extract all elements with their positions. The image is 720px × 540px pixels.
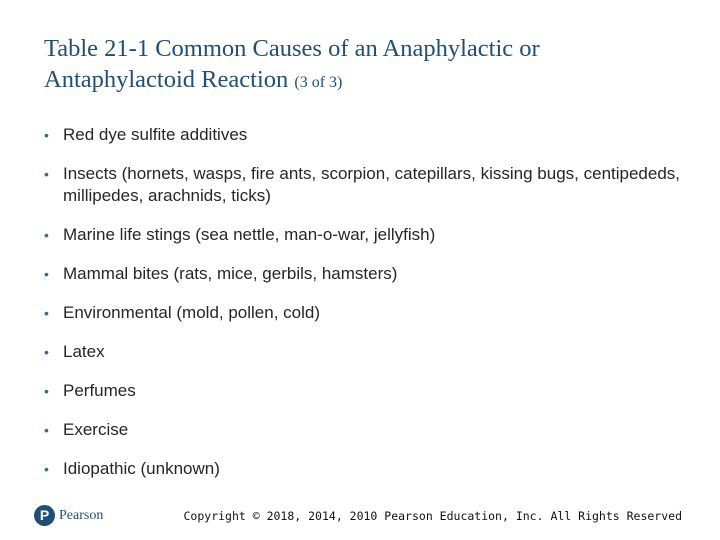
bullet-item [44, 302, 694, 324]
bullet-dot-icon: • [44, 266, 49, 282]
bullet-text: Environmental (mold, pollen, cold) [63, 303, 321, 322]
bullet-dot-icon: • [44, 422, 49, 438]
bullet-dot-icon: • [44, 305, 49, 321]
bullet-item [44, 124, 694, 146]
pearson-logo-icon: P [34, 505, 55, 526]
bullet-text: Latex [63, 342, 105, 361]
pearson-logo [34, 505, 103, 526]
bullet-item [44, 458, 694, 480]
bullet-item [44, 341, 694, 363]
slide-title-main: Table 21-1 Common Causes of an Anaphylactic or Antaphylactoid Reaction [44, 35, 540, 93]
pearson-logo-text: Pearson [59, 507, 104, 523]
bullet-text: Mammal bites (rats, mice, gerbils, hamsters) [63, 264, 398, 283]
bullet-item [44, 163, 694, 207]
bullet-item [44, 224, 694, 246]
bullet-dot-icon: • [44, 227, 49, 243]
bullet-dot-icon: • [44, 166, 49, 182]
slide-title [44, 33, 684, 98]
bullet-text: Marine life stings (sea nettle, man-o-war, jellyfish) [63, 225, 436, 244]
bullet-dot-icon: • [44, 344, 49, 360]
bullet-dot-icon: • [44, 461, 49, 477]
bullet-item [44, 419, 694, 441]
bullet-text: Exercise [63, 420, 129, 439]
bullet-text: Perfumes [63, 381, 136, 400]
bullet-dot-icon: • [44, 127, 49, 143]
bullet-text: Idiopathic (unknown) [63, 459, 220, 478]
bullet-list [44, 124, 694, 497]
copyright-notice: Copyright © 2018, 2014, 2010 Pearson Education, Inc. All Rights Reserved [183, 509, 682, 523]
bullet-text: Insects (hornets, wasps, fire ants, scorpion, catepillars, kissing bugs, centipededs, millipedes, arachnids, ticks) [63, 164, 681, 205]
slide-title-subtitle: (3 of 3) [294, 74, 343, 91]
bullet-item [44, 263, 694, 285]
bullet-item [44, 380, 694, 402]
bullet-dot-icon: • [44, 383, 49, 399]
bullet-text: Red dye sulfite additives [63, 125, 248, 144]
